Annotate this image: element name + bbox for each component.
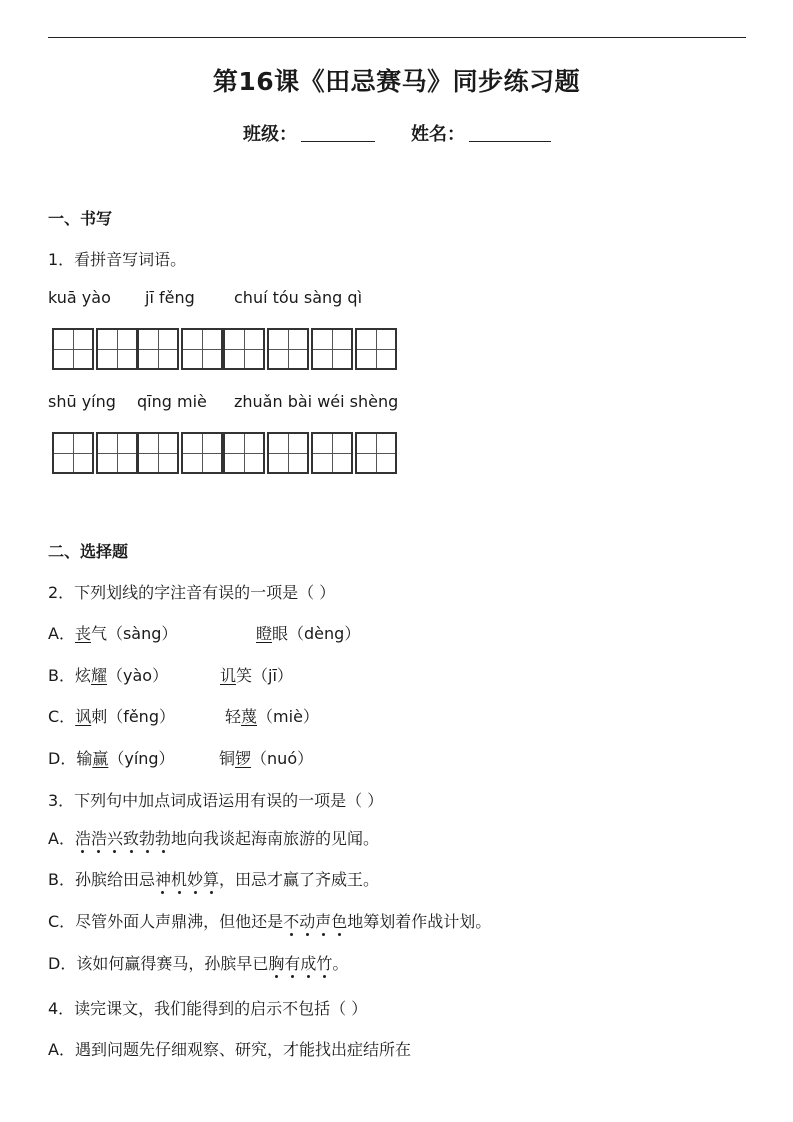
writing-cell[interactable] — [52, 328, 94, 370]
writing-cell[interactable] — [137, 328, 179, 370]
dotted-char: 机 — [171, 870, 188, 889]
writing-cell[interactable] — [223, 432, 265, 474]
dotted-char: 兴 — [106, 829, 123, 848]
writing-cell[interactable] — [355, 432, 397, 474]
dotted-char: 浩 — [74, 829, 91, 848]
dotted-phrase — [268, 954, 332, 973]
dotted-phrase — [283, 912, 347, 931]
q2-option-c[interactable]: C．讽刺（fěng） — [48, 707, 175, 726]
dotted-char: 声 — [315, 912, 332, 931]
dotted-char: 算 — [203, 870, 220, 889]
dotted-char: 竹 — [316, 954, 333, 973]
writing-cell[interactable] — [181, 432, 223, 474]
writing-cell[interactable] — [267, 432, 309, 474]
q3-option-d[interactable]: D．该如何赢得赛马，孙膑早已胸有成竹。 — [48, 954, 349, 973]
writing-cell[interactable] — [96, 328, 138, 370]
writing-cell[interactable] — [96, 432, 138, 474]
name-blank[interactable] — [469, 123, 551, 142]
q2-option-a-word2: 瞪眼（dèng） — [256, 624, 361, 643]
q3-option-a[interactable]: A．浩浩兴致勃勃地向我谈起海南旅游的见闻。 — [48, 829, 380, 848]
dotted-char: 勃 — [139, 829, 156, 848]
grid-word — [137, 328, 225, 370]
pinyin-jifeng: jī fěng — [145, 288, 195, 307]
dotted-char: 成 — [300, 954, 317, 973]
dotted-char: 不 — [283, 912, 300, 931]
class-field — [243, 120, 375, 146]
dotted-char: 神 — [154, 870, 171, 889]
writing-cell[interactable] — [355, 328, 397, 370]
dotted-phrase — [75, 829, 171, 848]
q2-option-b[interactable]: B．炫耀（yào） — [48, 666, 169, 685]
grid-word — [52, 328, 140, 370]
dotted-char: 有 — [284, 954, 301, 973]
pinyin-qingmie: qīng miè — [137, 392, 207, 411]
writing-cell[interactable] — [52, 432, 94, 474]
q2-option-b-word2: 讥笑（jī） — [220, 666, 293, 685]
q4-stem: 4．读完课文，我们能得到的启示不包括（ ） — [48, 999, 368, 1018]
q2-stem: 2．下列划线的字注音有误的一项是（ ） — [48, 583, 336, 602]
dotted-char: 动 — [299, 912, 316, 931]
q2-option-a[interactable]: A．丧气（sàng） — [48, 624, 178, 643]
writing-cell[interactable] — [137, 432, 179, 474]
pinyin-shuying: shū yíng — [48, 392, 116, 411]
q3-stem: 3．下列句中加点词成语运用有误的一项是（ ） — [48, 791, 384, 810]
q2-option-d[interactable]: D．输赢（yíng） — [48, 749, 175, 768]
grid-word — [223, 328, 399, 370]
q2-option-c-word2: 轻蔑（miè） — [225, 707, 319, 726]
class-blank[interactable] — [301, 123, 375, 142]
q3-option-b[interactable]: B．孙膑给田忌神机妙算，田忌才赢了齐威王。 — [48, 870, 380, 889]
pinyin-zhuanbaiweisheng: zhuǎn bài wéi shèng — [234, 392, 399, 411]
top-rule — [48, 37, 746, 38]
writing-cell[interactable] — [223, 328, 265, 370]
pinyin-kuayao: kuā yào — [48, 288, 111, 307]
writing-cell[interactable] — [311, 328, 353, 370]
q3-option-c[interactable]: C．尽管外面人声鼎沸，但他还是不动声色地筹划着作战计划。 — [48, 912, 492, 931]
grid-word — [223, 432, 399, 474]
page-title: 第16课《田忌赛马》同步练习题 — [212, 67, 581, 96]
name-field — [411, 120, 551, 146]
dotted-char: 胸 — [268, 954, 285, 973]
grid-word — [137, 432, 225, 474]
dotted-phrase — [155, 870, 219, 889]
dotted-char: 致 — [123, 829, 140, 848]
dotted-char: 勃 — [155, 829, 172, 848]
q4-option-a[interactable]: A．遇到问题先仔细观察、研究，才能找出症结所在 — [48, 1040, 411, 1059]
name-label: 姓名： — [411, 124, 465, 145]
q2-option-d-word2: 铜锣（nuó） — [219, 749, 314, 768]
dotted-char: 浩 — [90, 829, 107, 848]
writing-cell[interactable] — [181, 328, 223, 370]
grid-word — [52, 432, 140, 474]
writing-cell[interactable] — [311, 432, 353, 474]
q1-stem: 1．看拼音写词语。 — [48, 250, 187, 269]
dotted-char: 色 — [331, 912, 348, 931]
dotted-char: 妙 — [187, 870, 204, 889]
pinyin-chuitousangqi: chuí tóu sàng qì — [234, 288, 363, 307]
writing-cell[interactable] — [267, 328, 309, 370]
class-label: 班级： — [243, 124, 297, 145]
section-choice: 二、选择题 — [48, 542, 129, 561]
section-writing: 一、书写 — [48, 209, 113, 228]
